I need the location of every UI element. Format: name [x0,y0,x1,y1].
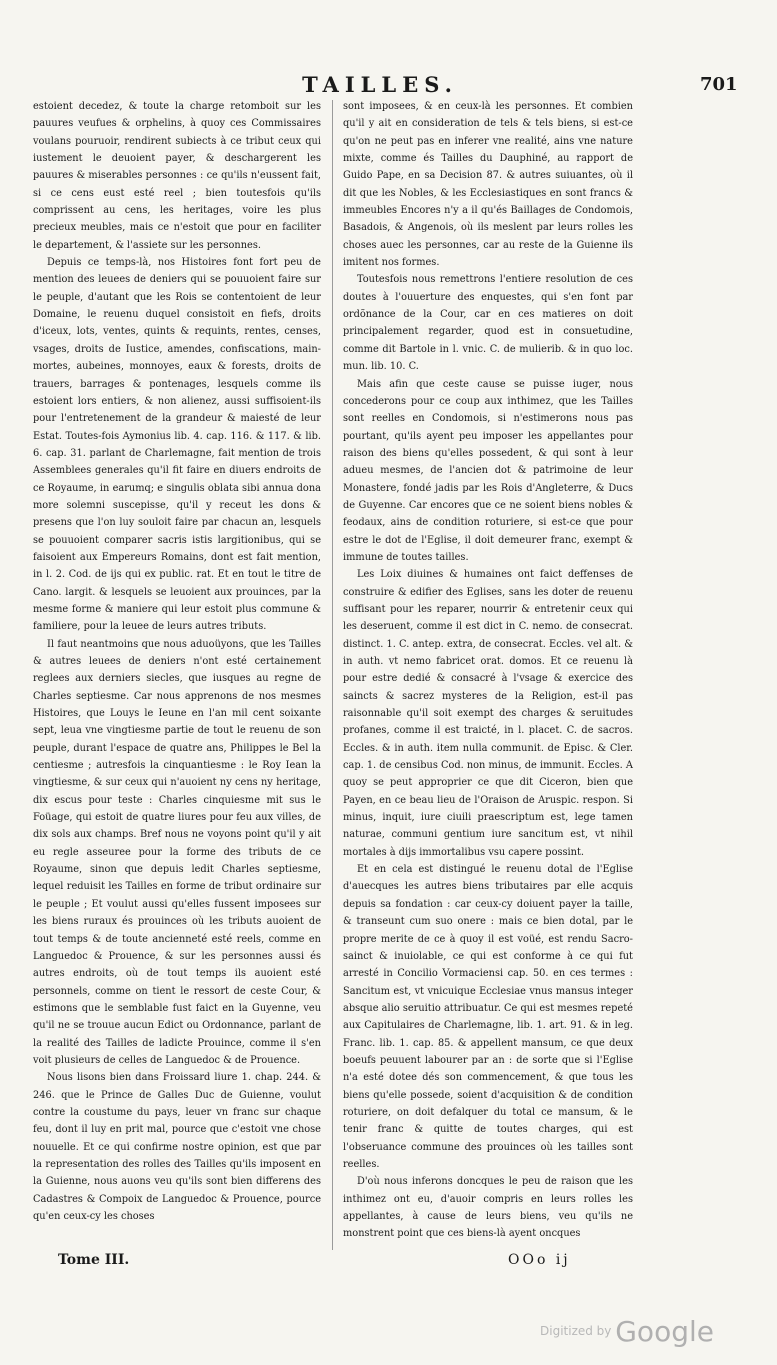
running-title: TAILLES. [302,72,458,97]
right-paragraph-2: Toutesfois nous remettrons l'entiere resolution de ces doutes à l'ouuerture des enquestes, qui s'en font par ordõnance de la Cour, car en ces matieres on doit principalement regarder, quod est in consuetudine, comme dit Bartole in l. vnic. C. de mulierib. & in quo loc. mun. lib. 10. C. [343,274,633,373]
digitized-watermark [540,1315,714,1348]
volume-label: Tome III. [58,1252,130,1268]
right-paragraph-5: Et en cela est distingué le reuenu dotal de l'Eglise d'auecques les autres biens tributaires par elle acquis depuis sa fondation : car ceux-cy doiuent payer la taille, & transeunt cum suo onere : mais ce bien dotal, par le propre merite de ce à quoy il est voüé, est rendu Sacro-sainct & inuiolable, ce qui est conforme à ce qui fut arresté in Concilio Vormaciensi cap. 50. en ces termes : Sancitum est, vt vnicuique Ecclesiae vnus mansus integer absque alio seruitio attribuatur. Ce qui est mesmes repeté aux Capitulaires de Charlemagne, lib. 1. art. 91. & in leg. Franc. lib. 1. cap. 85. & appellent mansum, ce que deux boeufs peuuent labourer par an : de sorte que si l'Eglise n'a esté dotee dés son commencement, & que tous les biens qu'elle possede, soient d'acquisition & de condition roturiere, on doit defalquer du total ce mansum, & le tenir franc & quitte de toutes charges, qui est l'obseruance commune des prouinces où les tailles sont reelles. [343,864,633,1170]
signature-mark: OOo ij [508,1252,571,1268]
right-column [343,98,633,1243]
watermark-brand: Google [615,1315,714,1348]
left-paragraph-4: Nous lisons bien dans Froissard liure 1. chap. 244. & 246. que le Prince de Galles Duc de Guienne, voulut contre la coustume du pays, leuer vn franc sur chaque feu, dont il luy en prit mal, pource que c'estoit vne chose nouuelle. Et ce qui confirme nostre opinion, est que par la representation des rolles des Tailles qu'ils imposent en la Guienne, nous auons veu qu'ils sont bien differens des Cadastres & Compoix de Languedoc & Prouence, pource qu'en ceux-cy les choses [33,1072,321,1222]
column-divider [332,100,333,1250]
left-paragraph-1: estoient decedez, & toute la charge retomboit sur les pauures veufues & orphelins, à quoy ces Commissaires voulans pouruoir, rendirent subiects à ce tribut ceux qui iustement le deuoient payer, & deschargerent les pauures & miserables personnes : ce qu'ils n'eussent fait, si ce cens eust esté reel ; bien toutesfois qu'ils comprissent au cens, les heritages, voire les plus precieux meubles, mais ce n'estoit que pour en faciliter le departement, & l'assiete sur les personnes. [33,101,321,251]
right-paragraph-3: Mais afin que ceste cause se puisse iuger, nous concederons pour ce coup aux inthimez, que les Tailles sont reelles en Condomois, si n'estimerons nous pas pourtant, qu'ils ayent peu imposer les appellantes pour raison des biens qu'elles possedent, & qui sont à leur adueu mesmes, de l'ancien dot & patrimoine de leur Monastere, fondé jadis par les Rois d'Angleterre, & Ducs de Guyenne. Car encores que ce ne soient biens nobles & feodaux, ains de condition roturiere, si est-ce que pour estre le dot de l'Eglise, il doit demeurer franc, exempt & immune de toutes tailles. [343,378,633,563]
right-paragraph-4: Les Loix diuines & humaines ont faict deffenses de construire & edifier des Eglises, sans les doter de reuenu suffisant pour les reparer, nourrir & entretenir ceux qui les deseruent, comme il est dict in C. nemo. de consecrat. distinct. 1. C. antep. extra, de consecrat. Eccles. vel alt. & in auth. vt nemo fabricet orat. domos. Et ce reuenu là pour estre dedié & consacré à l'vsage & exercice des saincts & sacrez mysteres de la Religion, est-il pas raisonnable qu'il soit exempt des charges & seruitudes profanes, comme il est traicté, in l. placet. C. de sacros. Eccles. & in auth. item nulla communit. de Episc. & Cler. cap. 1. de censibus Cod. non minus, de immunit. Eccles. A quoy se peut approprier ce que dit Ciceron, bien que Payen, en ce beau lieu de l'Oraison de Aruspic. respon. Si minus, inquit, iure ciuili praescriptum est, lege tamen naturae, communi gentium iure sancitum est, vt nihil mortales à dijs immortalibus vsu capere possint. [343,569,633,858]
right-paragraph-1: sont imposees, & en ceux-là les personnes. Et combien qu'il y ait en consideration de tels & tels biens, si est-ce qu'on ne peut pas en inferer vne realité, ains vne nature mixte, comme és Tailles du Dauphiné, au rapport de Guido Pape, en sa Decision 87. & autres suiuantes, où il dit que les Nobles, & les Ecclesiastiques en sont francs & immeubles Encores n'y a il qu'és Baillages de Condomois, Basadois, & Angenois, où ils meslent par leurs rolles les choses auec les personnes, car au reste de la Guienne ils imitent nos formes. [343,101,633,269]
left-paragraph-3: Il faut neantmoins que nous aduoüyons, que les Tailles & autres leuees de deniers n'ont esté certainement reglees aux derniers siecles, que iusques au regne de Charles septiesme. Car nous apprenons de nos mesmes Histoires, que Louys le Ieune en l'an mil cent soixante sept, leua vne vingtiesme partie de tout le reuenu de son peuple, durant l'espace de quatre ans, Philippes le Bel la centiesme ; autresfois la cinquantiesme : le Roy Iean la vingtiesme, & sur ceux qui n'auoient ny cens ny heritage, dix escus pour teste : Charles cinquiesme mit sus le Foüage, qui estoit de quatre liures pour feu aux villes, de dix sols aux champs. Bref nous ne voyons point qu'il y ait eu regle asseuree pour la forme des tributs de ce Royaume, sinon que depuis ledit Charles septiesme, lequel reduisit les Tailles en forme de tribut ordinaire sur le peuple ; Et voulut aussi qu'elles fussent imposees sur les biens ruraux és prouinces où les tributs auoient de tout temps & de toute ancienneté esté reels, comme en Languedoc & Prouence, & sur les personnes aussi és autres endroits, où de tout temps ils auoient esté personnels, comme on tient le ressort de ceste Cour, & estimons que le semblable fust faict en la Guyenne, veu qu'il ne se trouue aucun Edict ou Ordonnance, parlant de la realité des Tailles de ladicte Prouince, comme il s'en voit plusieurs de celles de Languedoc & de Prouence. [33,638,321,1066]
left-paragraph-2: Depuis ce temps-là, nos Histoires font fort peu de mention des leuees de deniers qui se pouuoient faire sur le peuple, d'autant que les Rois se contentoient de leur Domaine, le reuenu duquel consistoit en fiefs, droits d'iceux, lots, ventes, quints & requints, rentes, censes, vsages, droits de Iustice, amendes, confiscations, main-mortes, aubeines, monnoyes, eaux & forests, droits de trauers, barrages & pontenages, lesquels comme ils estoient lors entiers, & non alienez, aussi suffisoient-ils pour l'entretenement de la grandeur & maiesté de leur Estat. Toutes-fois Aymonius lib. 4. cap. 116. & 117. & lib. 6. cap. 31. parlant de Charlemagne, fait mention de trois Assemblees generales qu'il fit faire en diuers endroits de ce Royaume, in earumq; e singulis oblata sibi annua dona more solemni suscepisse, qu'il y receut les dons & presens que l'on luy souloit faire par chacun an, lesquels se pouuoient comparer sacris istis largitionibus, qui se faisoient aux Empereurs Romains, dont est fait mention, in l. 2. Cod. de ijs qui ex public. rat. Et en tout le titre de Cano. largit. & lesquels se leuoient aux prouinces, par la mesme forme & maniere qui leur estoit plus commune & familiere, pour la leuee de leurs autres tributs. [33,257,321,633]
page-number: 701 [700,74,738,95]
right-paragraph-6: D'où nous inferons doncques le peu de raison que les inthimez ont eu, d'auoir compris en leurs rolles les appellantes, à cause de leurs biens, veu qu'ils ne monstrent point que ces biens-là ayent oncques [343,1176,633,1240]
watermark-prefix: Digitized by [540,1324,612,1338]
left-column [33,98,321,1225]
